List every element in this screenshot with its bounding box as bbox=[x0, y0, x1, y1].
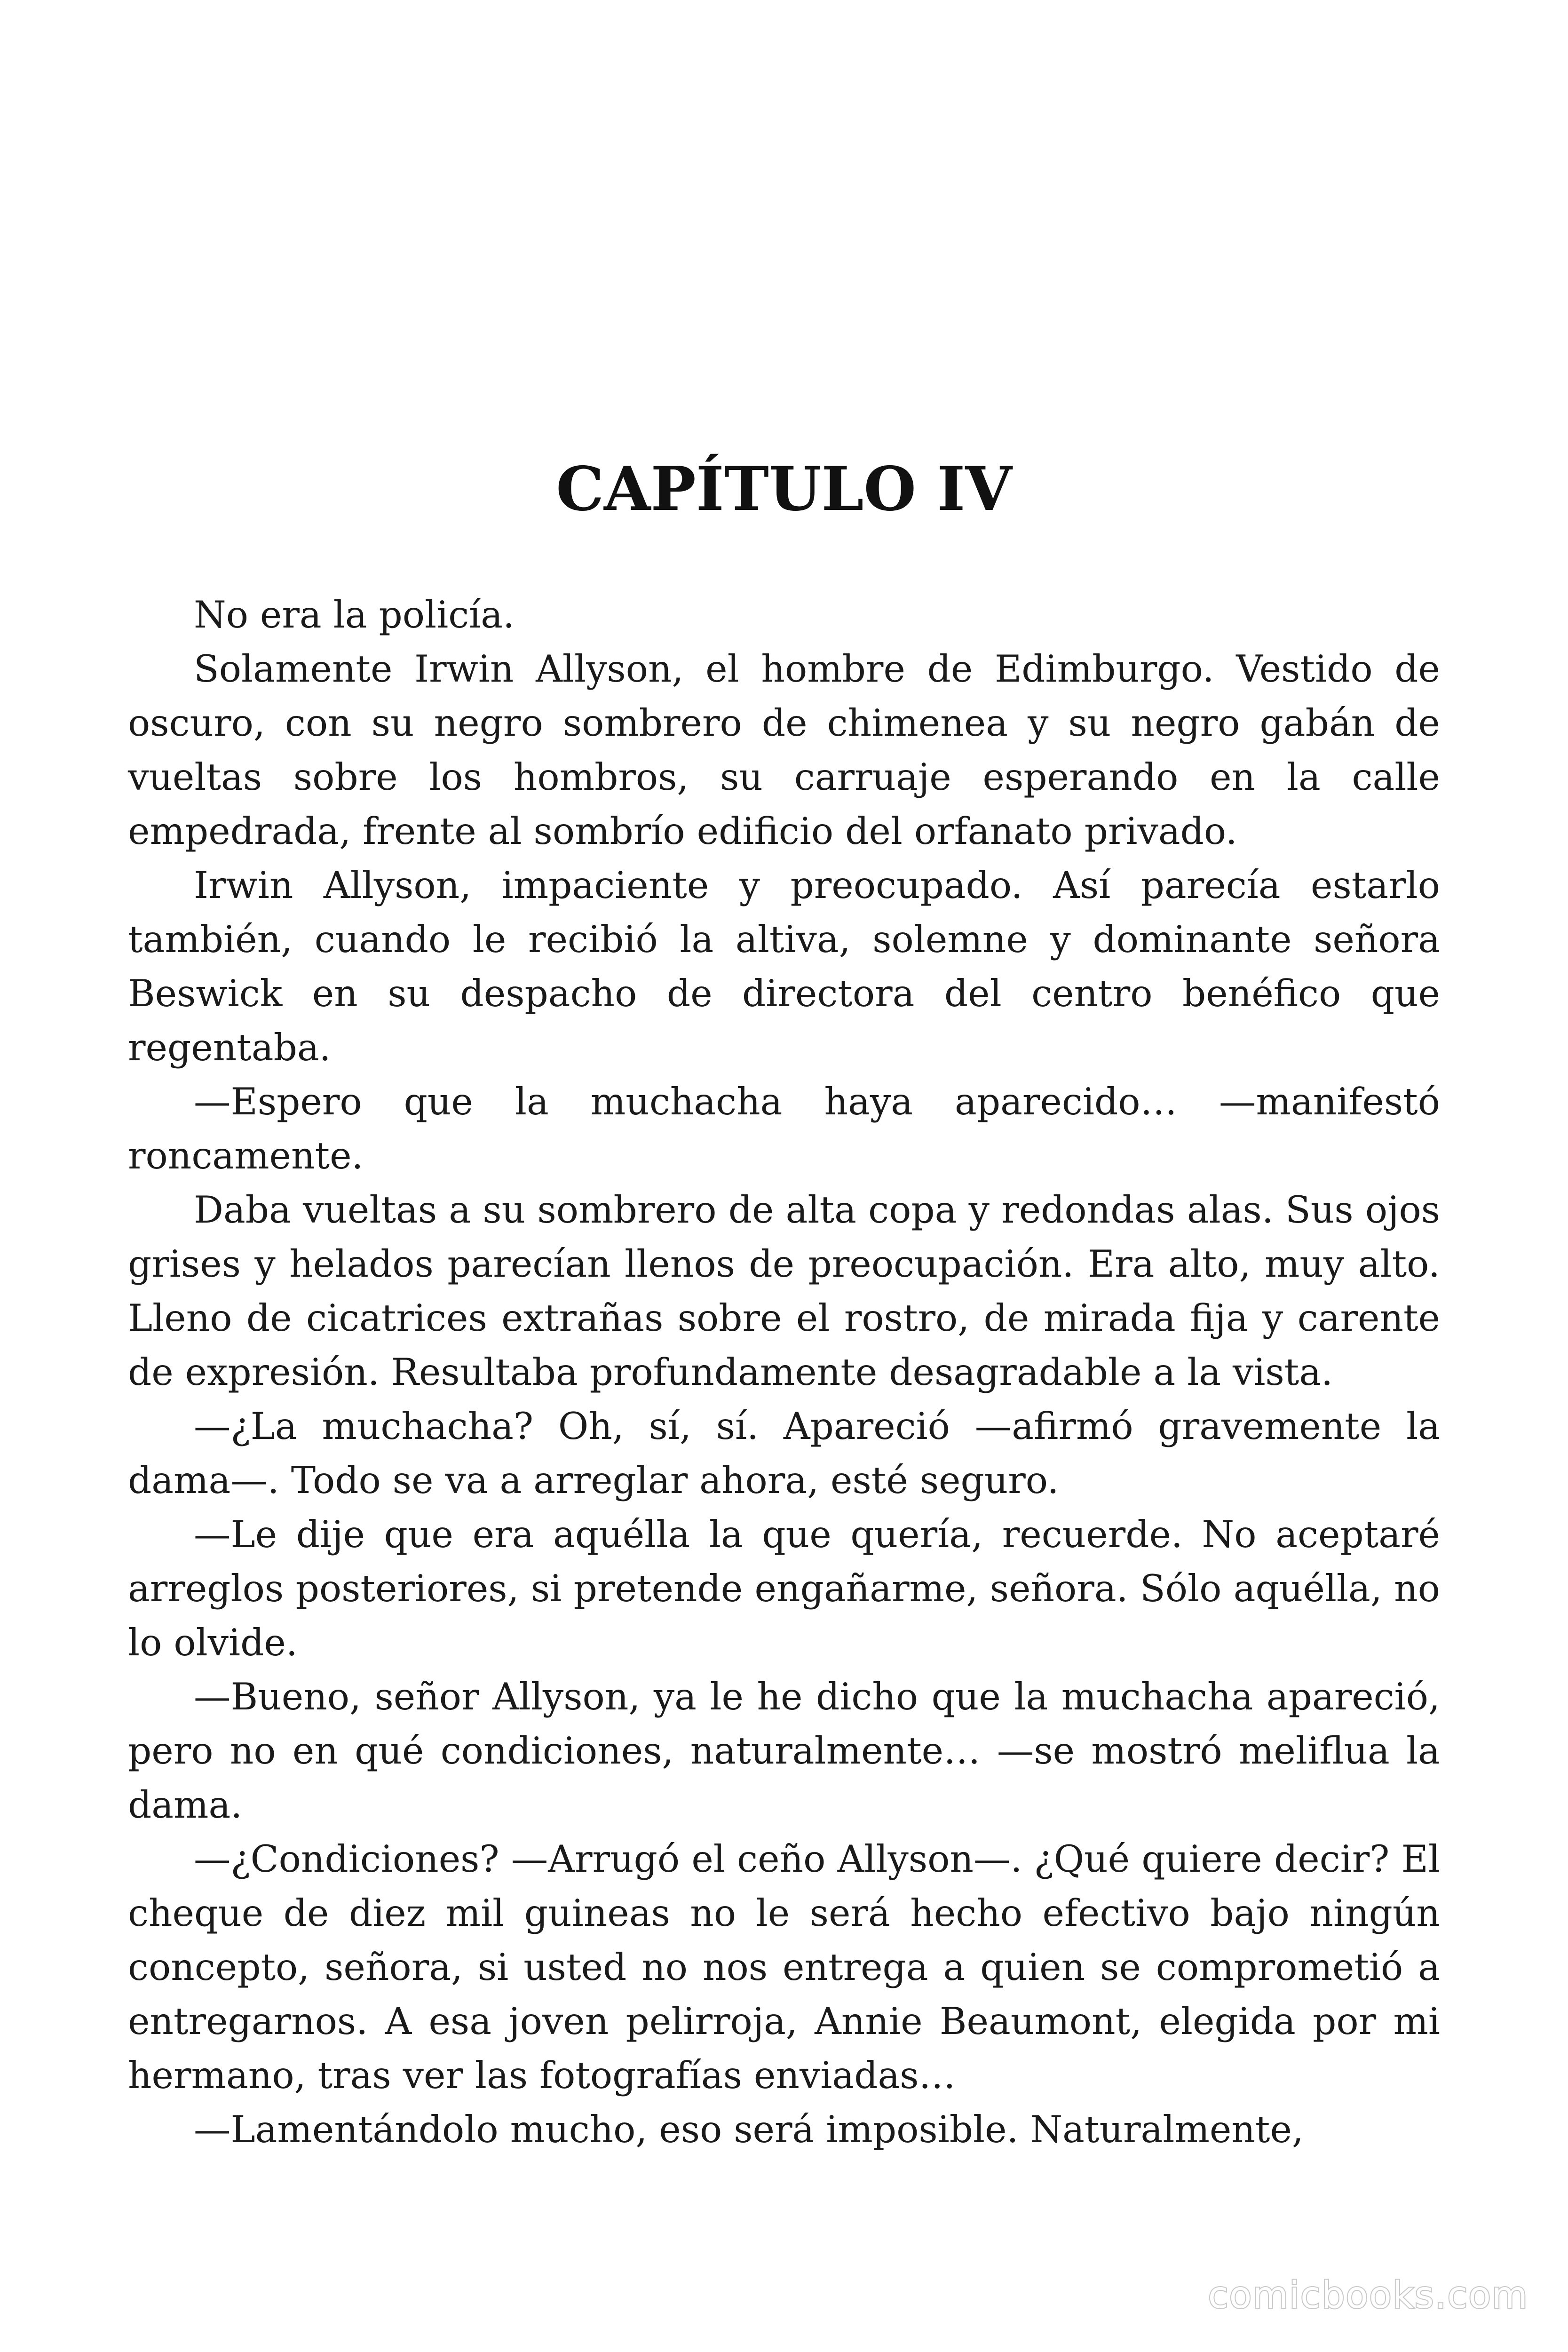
paragraph: Solamente Irwin Allyson, el hombre de Edimburgo. Vestido de oscuro, con su negro sombrero de chimenea y su negro gabán de vueltas sobre los hombros, su carruaje esperando en la calle empedrada, frente al sombrío edificio del orfanato privado. bbox=[128, 647, 1440, 853]
paragraph: Daba vueltas a su sombrero de alta copa y redondas alas. Sus ojos grises y helados parecían llenos de preocupación. Era alto, muy alto. Lleno de cicatrices extrañas sobre el rostro, de mirada fija y carente de expresión. Resultaba profundamente desagradable a la vista. bbox=[128, 1188, 1440, 1394]
paragraph: —¿Condiciones? —Arrugó el ceño Allyson—. ¿Qué quiere decir? El cheque de diez mil guineas no le será hecho efectivo bajo ningún concepto, señora, si usted no nos entrega a quien se comprometió a entregarnos. A esa joven pelirroja, Annie Beaumont, elegida por mi hermano, tras ver las fotografías enviadas… bbox=[128, 1837, 1440, 2097]
paragraph: No era la policía. bbox=[194, 593, 515, 636]
paragraph-last-line: —Lamentándolo mucho, eso será imposible. Naturalmente, bbox=[194, 2108, 1304, 2151]
paragraph: —Bueno, señor Allyson, ya le he dicho que la muchacha apareció, pero no en qué condiciones, naturalmente… —se mostró meliflua la dama. bbox=[128, 1675, 1440, 1827]
chapter-title: CAPÍTULO IV bbox=[556, 454, 1012, 524]
watermark-text: comicbooks.com bbox=[1208, 2274, 1528, 2317]
paragraph: —Le dije que era aquélla la que quería, recuerde. No aceptaré arreglos posteriores, si pretende engañarme, señora. Sólo aquélla, no lo olvide. bbox=[128, 1513, 1440, 1664]
chapter-body bbox=[128, 588, 1440, 2157]
paragraph: Irwin Allyson, impaciente y preocupado. Así parecía estarlo también, cuando le recibió la altiva, solemne y dominante señora Beswick en su despacho de directora del centro benéfico que regentaba. bbox=[128, 864, 1440, 1069]
paragraph: —Espero que la muchacha haya aparecido… —manifestó roncamente. bbox=[128, 1080, 1440, 1177]
paragraph: —¿La muchacha? Oh, sí, sí. Apareció —afirmó gravemente la dama—. Todo se va a arreglar ahora, esté seguro. bbox=[128, 1405, 1440, 1502]
